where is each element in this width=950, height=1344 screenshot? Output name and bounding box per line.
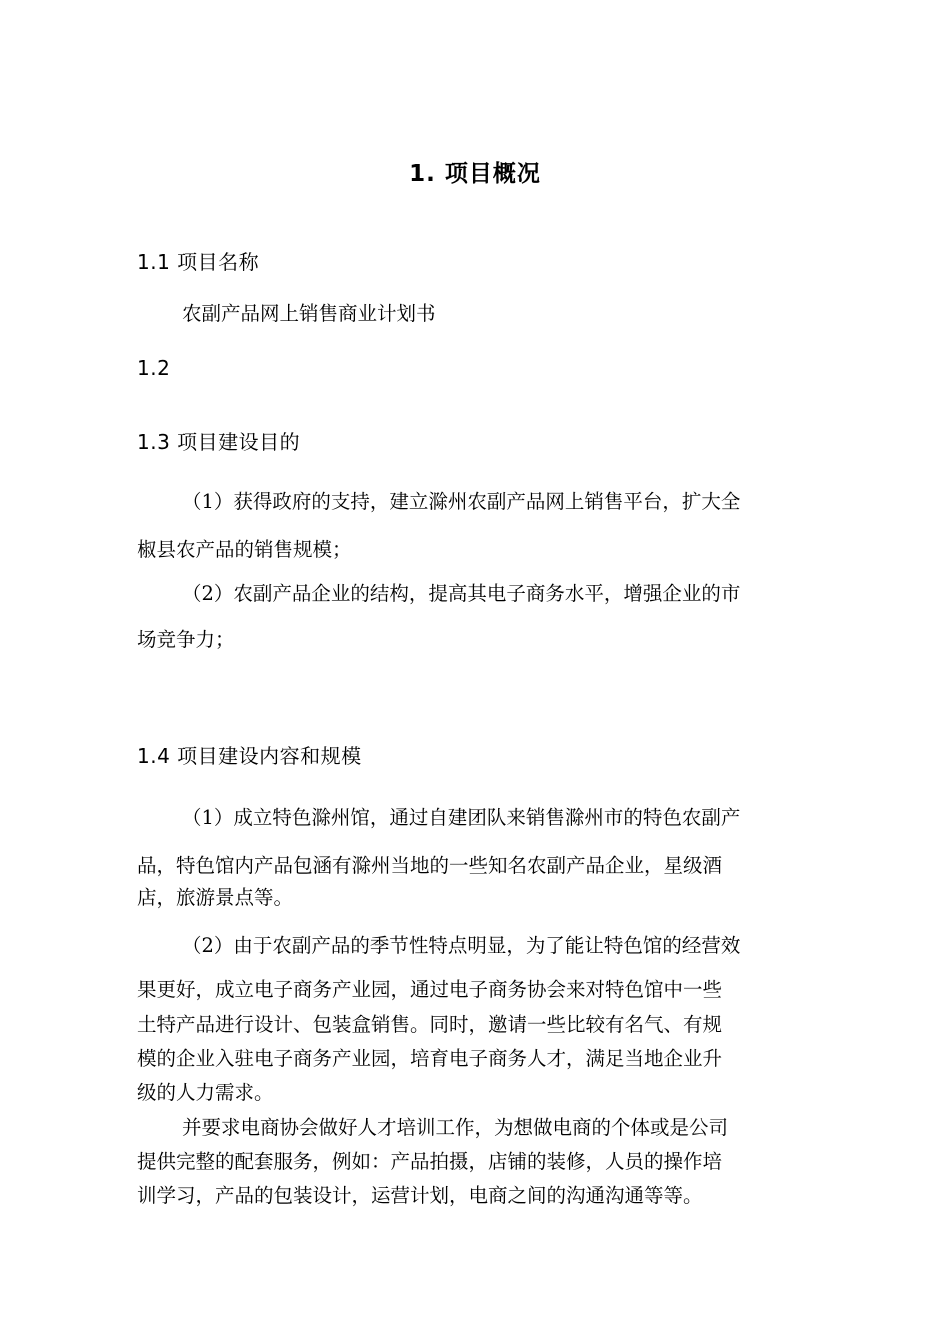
paragraph-line: 提供完整的配套服务，例如：产品拍摄，店铺的装修，人员的操作培 — [137, 1150, 723, 1173]
page-title: 1. 项目概况 — [409, 161, 541, 187]
paragraph-line: 场竞争力； — [137, 628, 235, 651]
paragraph-line: 级的人力需求。 — [137, 1081, 274, 1104]
paragraph-line: 模的企业入驻电子商务产业园，培育电子商务人才，满足当地企业升 — [137, 1047, 723, 1070]
section-heading-1-2: 1.2 — [137, 356, 171, 380]
paragraph-line: 训学习，产品的包装设计，运营计划，电商之间的沟通沟通等等。 — [137, 1184, 703, 1207]
paragraph-line: 品，特色馆内产品包涵有滁州当地的一些知名农副产品企业，星级酒 — [137, 854, 723, 877]
section-heading-1-1: 1.1 项目名称 — [137, 250, 260, 274]
paragraph-line: 店，旅游景点等。 — [137, 886, 294, 909]
paragraph-line: 果更好，成立电子商务产业园，通过电子商务协会来对特色馆中一些 — [137, 978, 723, 1001]
project-name-text: 农副产品网上销售商业计划书 — [182, 302, 436, 325]
paragraph-line: 椒县农产品的销售规模； — [137, 538, 352, 561]
section-heading-1-3: 1.3 项目建设目的 — [137, 430, 301, 454]
section-heading-1-4: 1.4 项目建设内容和规模 — [137, 744, 362, 768]
paragraph-line: （2）农副产品企业的结构，提高其电子商务水平，增强企业的市 — [182, 582, 741, 605]
paragraph-line: 土特产品进行设计、包装盒销售。同时，邀请一些比较有名气、有规 — [137, 1013, 723, 1036]
paragraph-line: （2）由于农副产品的季节性特点明显，为了能让特色馆的经营效 — [182, 934, 741, 957]
paragraph-line: 并要求电商协会做好人才培训工作，为想做电商的个体或是公司 — [182, 1116, 729, 1139]
paragraph-line: （1）获得政府的支持，建立滁州农副产品网上销售平台，扩大全 — [182, 490, 741, 513]
paragraph-line: （1）成立特色滁州馆，通过自建团队来销售滁州市的特色农副产 — [182, 806, 741, 829]
